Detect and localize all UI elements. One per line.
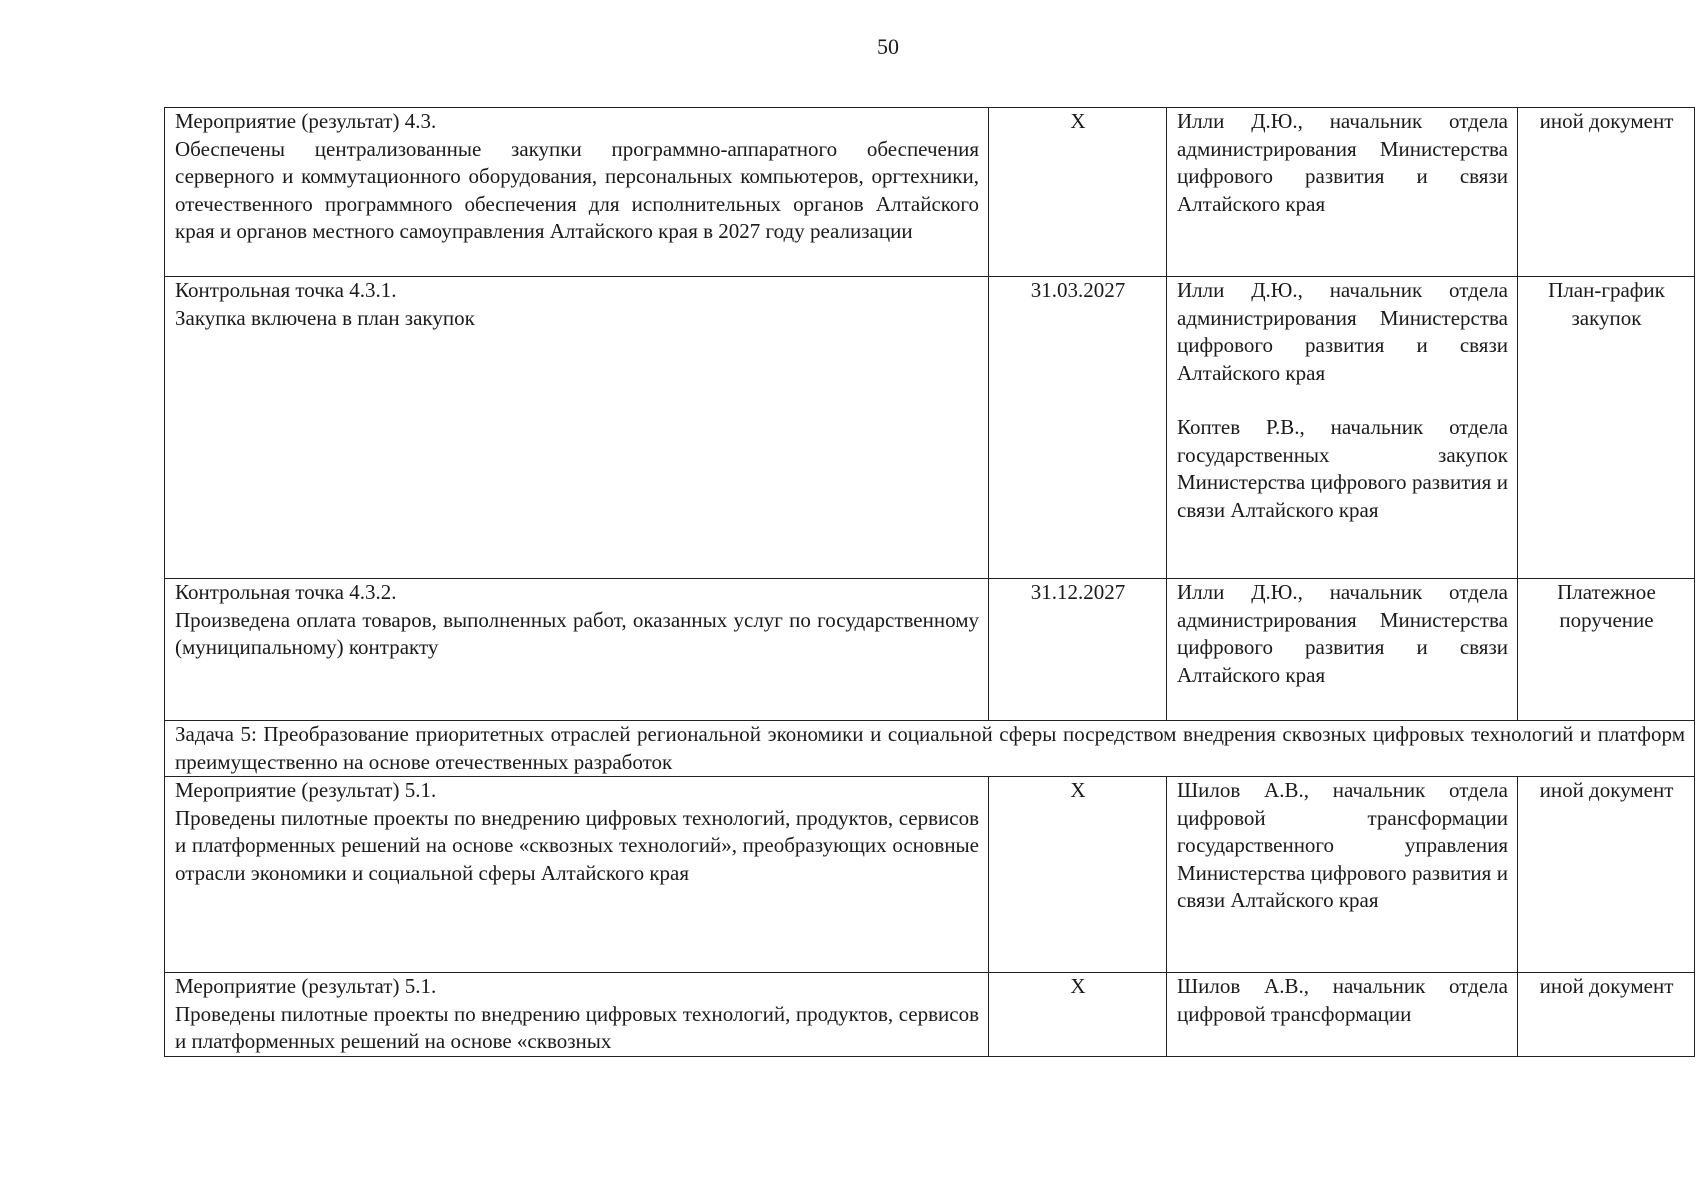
description-cell [165,579,989,721]
date-cell: X [989,973,1167,1057]
item-text: Обеспечены централизованные закупки программно-аппаратного обеспечения серверного и коммутационного оборудования, персональных компьютеров, оргтехники, отечественного программного обеспечения для исполнительных органов Алтайского края и органов местного самоуправления Алтайского края в 2027 году реализации [175,136,979,243]
responsible-person: Коптев Р.В., начальник отдела государственных закупок Министерства цифрового развития и связи Алтайского края [1177,415,1508,522]
item-heading: Мероприятие (результат) 4.3. [175,109,437,133]
date-cell: X [989,777,1167,973]
item-text: Проведены пилотные проекты по внедрению цифровых технологий, продуктов, сервисов и платформенных решений на основе «сквозных технологий», преобразующих основные отрасли экономики и социальной сферы Алтайского края [175,805,979,885]
table-row [165,777,1695,973]
document-cell: иной документ [1518,108,1695,277]
table-row [165,973,1695,1057]
description-cell [165,108,989,277]
description-cell [165,777,989,973]
item-text: Произведена оплата товаров, выполненных работ, оказанных услуг по государственному (муниципальному) контракту [175,607,979,659]
item-text: Проведены пилотные проекты по внедрению цифровых технологий, продуктов, сервисов и платформенных решений на основе «сквозных [175,1001,979,1053]
table-row [165,277,1695,579]
table-row [165,108,1695,277]
item-heading: Контрольная точка 4.3.1. [175,278,397,302]
responsible-cell [1167,277,1518,579]
page-number: 50 [877,34,899,59]
item-heading: Мероприятие (результат) 5.1. [175,778,437,802]
responsible-cell: Шилов А.В., начальник отдела цифровой трансформации [1167,973,1518,1057]
item-heading: Мероприятие (результат) 5.1. [175,974,437,998]
description-cell [165,973,989,1057]
document-cell: иной документ [1518,777,1695,973]
responsible-cell: Илли Д.Ю., начальник отдела администрирования Министерства цифрового развития и связи Алтайского края [1167,108,1518,277]
item-text: Закупка включена в план закупок [175,305,475,330]
item-heading: Контрольная точка 4.3.2. [175,580,397,604]
spacer [1177,387,1508,414]
responsible-person: Илли Д.Ю., начальник отдела администрирования Министерства цифрового развития и связи Алтайского края [1177,278,1508,385]
plan-table [164,107,1695,1057]
table-row [165,579,1695,721]
task-cell: Задача 5: Преобразование приоритетных отраслей региональной экономики и социальной сферы посредством внедрения сквозных цифровых технологий и платформ преимущественно на основе отечественных разработок [165,721,1695,777]
date-cell: X [989,108,1167,277]
document-cell: иной документ [1518,973,1695,1057]
document-cell: План-график закупок [1518,277,1695,579]
responsible-cell: Шилов А.В., начальник отдела цифровой трансформации государственного управления Министерства цифрового развития и связи Алтайского края [1167,777,1518,973]
date-cell: 31.12.2027 [989,579,1167,721]
description-cell [165,277,989,579]
table-row [165,721,1695,777]
responsible-cell: Илли Д.Ю., начальник отдела администрирования Министерства цифрового развития и связи Алтайского края [1167,579,1518,721]
date-cell: 31.03.2027 [989,277,1167,579]
document-cell: Платежное поручение [1518,579,1695,721]
